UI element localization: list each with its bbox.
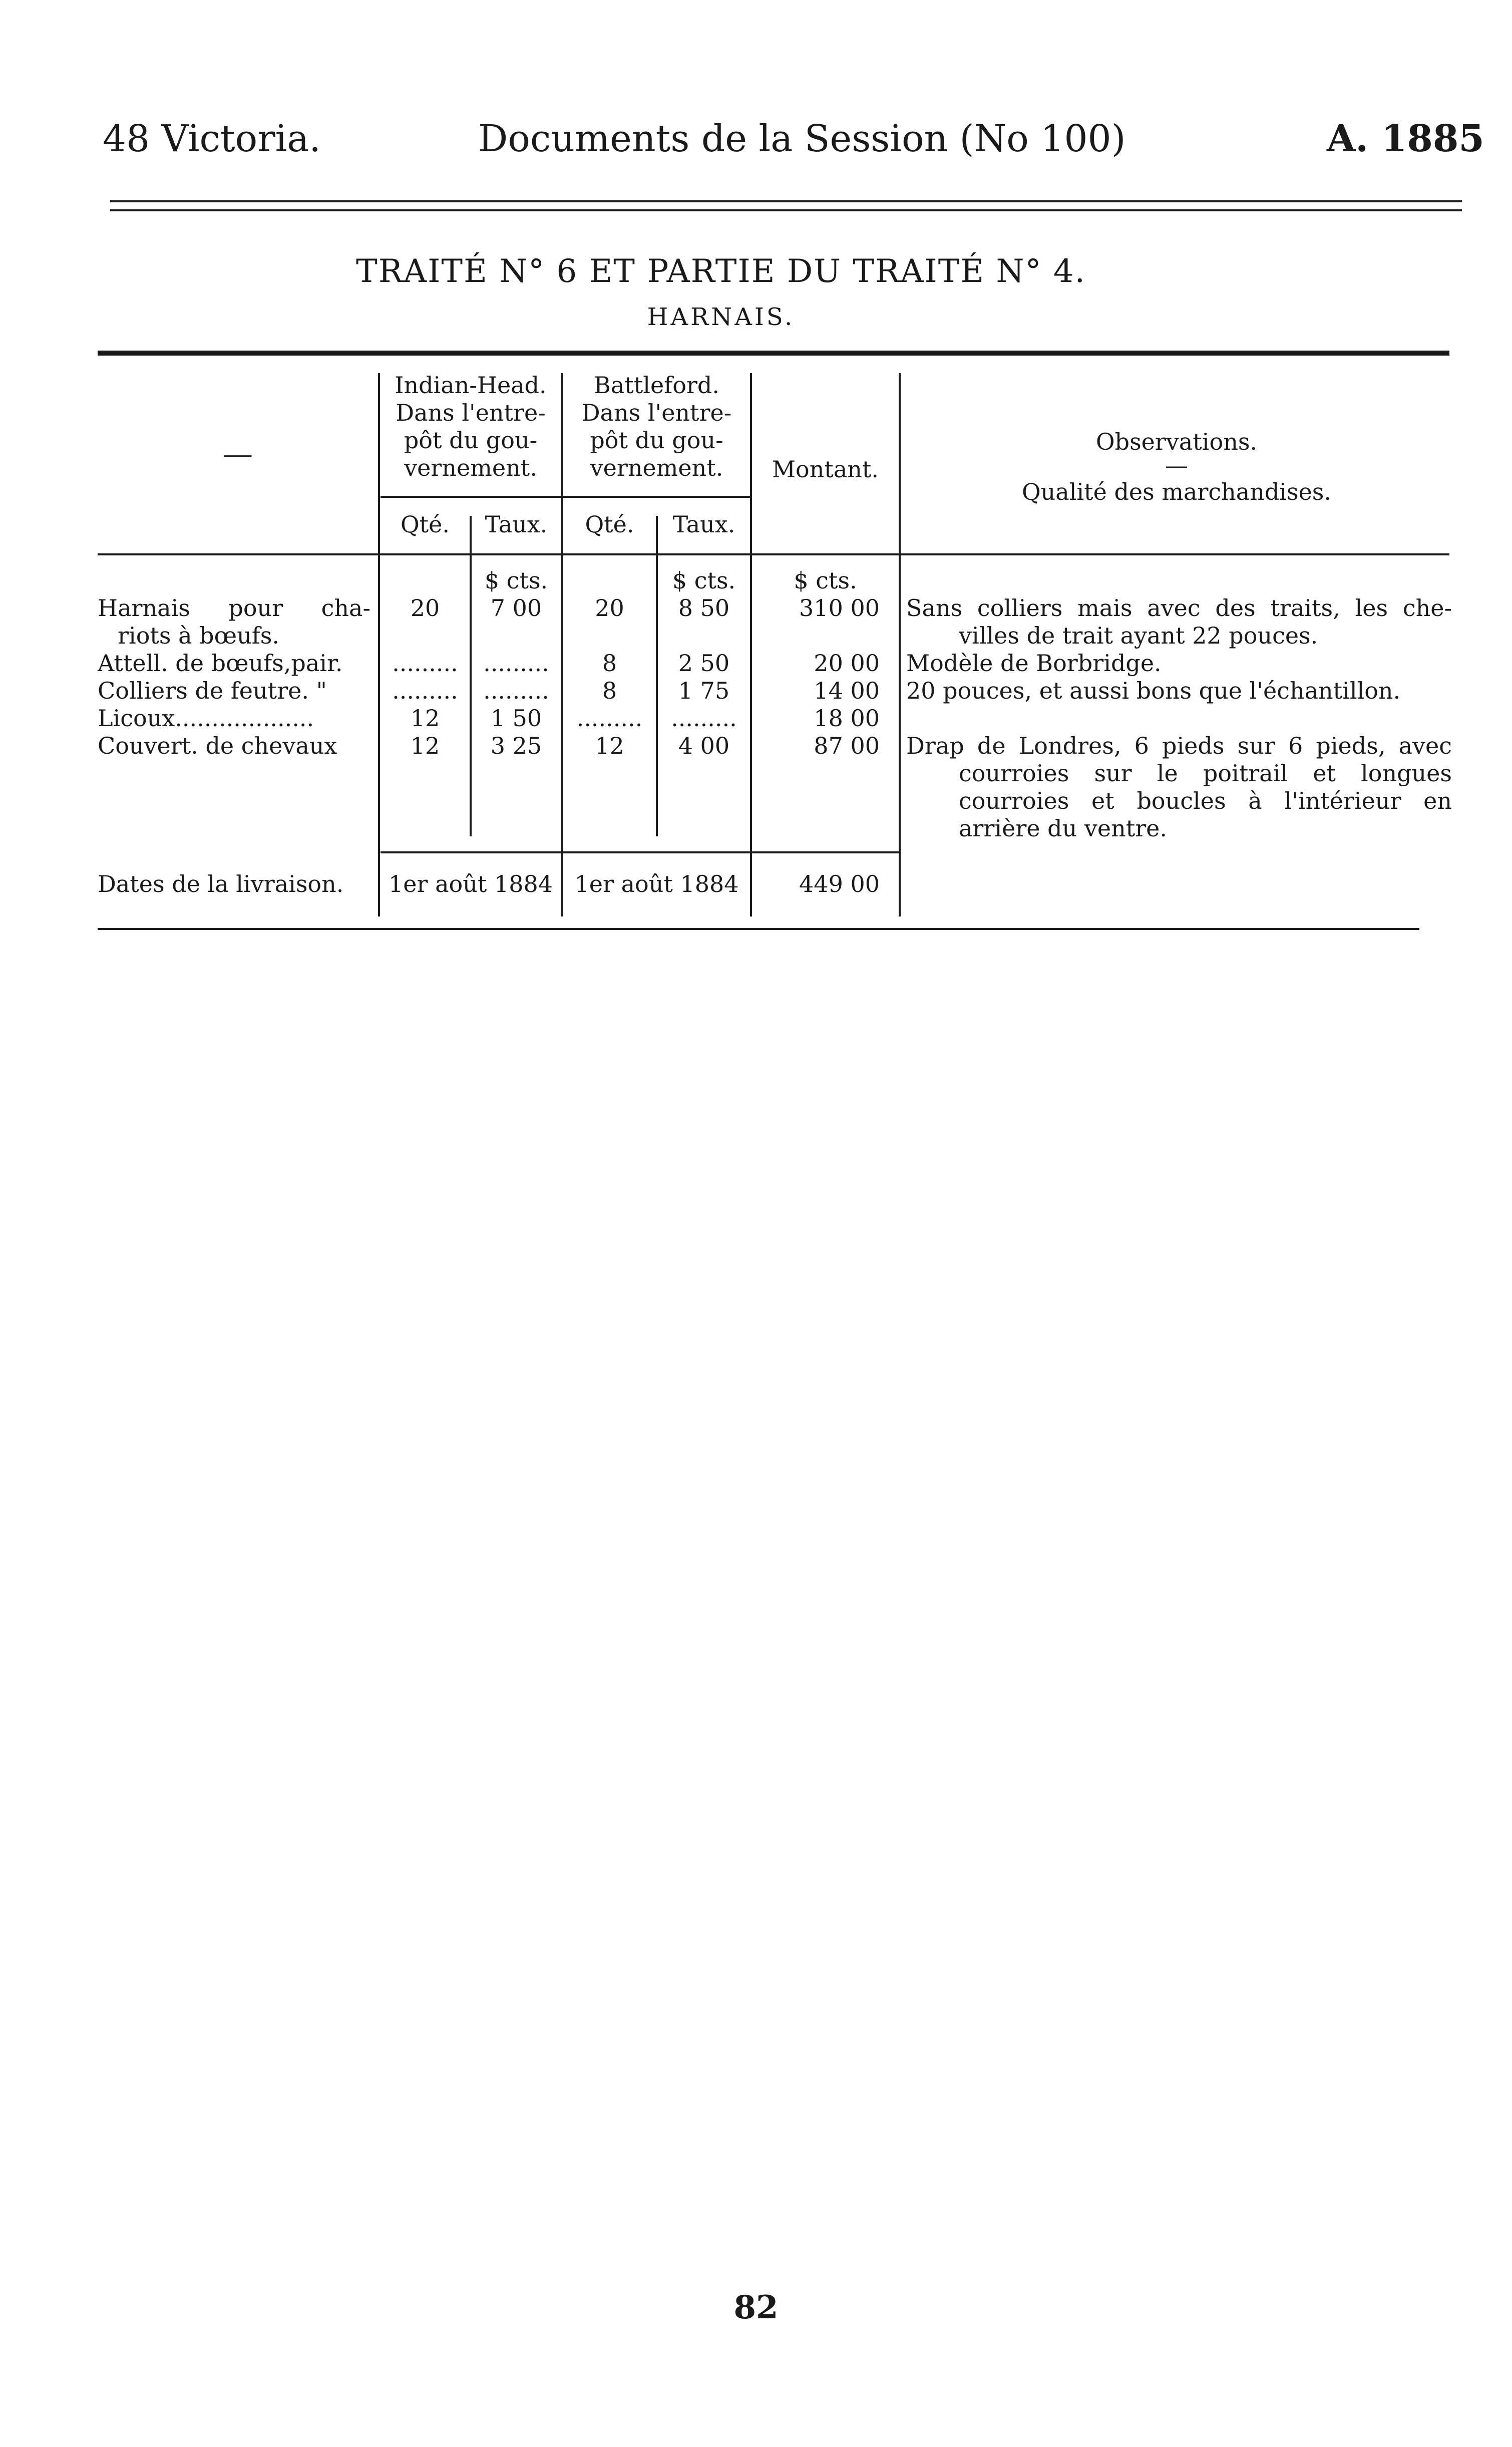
bf-taux: 2 50 (678, 650, 730, 677)
ih-taux: 7 00 (490, 594, 542, 622)
montant-unit: $ cts. (794, 567, 857, 594)
battleford-line2: Dans l'entre- (581, 399, 732, 426)
battleford-line3: pôt du gou- (590, 427, 723, 454)
bf-qte: 12 (595, 732, 624, 759)
item-label: Harnais pour cha- (98, 594, 370, 622)
header-left: 48 Victoria. (103, 117, 321, 160)
bf-qte: 20 (595, 594, 624, 622)
header-rule-bottom (110, 209, 1462, 211)
bf-taux: 8 50 (678, 594, 730, 622)
ih-taux: ......... (483, 650, 549, 677)
montant: 18 00 (814, 705, 880, 732)
montant: 14 00 (814, 677, 880, 704)
ih-qte: ......... (392, 650, 458, 677)
page-title: TRAITÉ N° 6 ET PARTIE DU TRAITÉ N° 4. (356, 253, 1086, 290)
item-label: Couvert. de chevaux (98, 732, 337, 759)
ih-taux: 1 50 (490, 705, 542, 732)
montant-header: Montant. (772, 456, 879, 483)
montant: 87 00 (814, 732, 880, 759)
total-rule (381, 851, 899, 853)
ih-qte: 12 (410, 705, 440, 732)
ih-unit: $ cts. (484, 567, 548, 594)
bf-delivery-date: 1er août 1884 (574, 870, 739, 897)
page-number: 82 (733, 2289, 779, 2326)
ih-taux: ......... (483, 677, 549, 704)
observation-cont: villes de trait ayant 22 pouces. (959, 622, 1318, 649)
ih-taux: 3 25 (490, 732, 542, 759)
observation: Drap de Londres, 6 pieds sur 6 pieds, avec (906, 732, 1452, 759)
bf-taux-header: Taux. (672, 511, 735, 538)
subheader-rule (563, 496, 750, 498)
header-center: Documents de la Session (No 100) (478, 117, 1126, 160)
ih-delivery-date: 1er août 1884 (388, 870, 553, 897)
indian-head-line3: pôt du gou- (404, 427, 538, 454)
page-subtitle: HARNAIS. (647, 303, 795, 331)
montant: 20 00 (814, 650, 880, 677)
bf-taux: ......... (671, 705, 737, 732)
table-bottom-rule (98, 928, 1419, 930)
ih-qte: 12 (410, 732, 440, 759)
bf-qte: ......... (576, 705, 643, 732)
observation-cont: courroies sur le poitrail et longues (959, 760, 1452, 787)
observations-header: Observations. (1095, 428, 1258, 455)
table-top-rule (98, 351, 1449, 356)
ih-qte: ......... (392, 677, 458, 704)
subheader-rule (381, 496, 561, 498)
observation: 20 pouces, et aussi bons que l'échantillon. (906, 677, 1401, 704)
header-right: A. 1885 (1327, 117, 1484, 160)
item-label: Licoux................... (98, 705, 314, 732)
ih-qte-header: Qté. (400, 511, 450, 538)
bf-qte: 8 (602, 650, 617, 677)
bf-unit: $ cts. (672, 567, 736, 594)
bf-qte: 8 (602, 677, 617, 704)
observations-dash: — (1165, 452, 1188, 479)
battleford-line4: vernement. (590, 454, 723, 481)
indian-head-line4: vernement. (404, 454, 537, 481)
indian-head-line1: Indian-Head. (395, 372, 547, 399)
bf-taux: 1 75 (678, 677, 730, 704)
col-divider (378, 373, 380, 916)
observation: Modèle de Borbridge. (906, 650, 1162, 677)
header-rule-top (110, 200, 1462, 202)
battleford-line1: Battleford. (594, 372, 719, 399)
observation: Sans colliers mais avec des traits, les che- (906, 594, 1452, 622)
qualite-header: Qualité des marchandises. (1021, 478, 1332, 505)
col-divider (899, 373, 901, 916)
ih-qte: 20 (410, 594, 440, 622)
col-divider (750, 373, 752, 916)
observation-cont: courroies et boucles à l'intérieur en (959, 787, 1452, 814)
montant-total: 449 00 (799, 870, 880, 897)
col-divider (561, 373, 563, 916)
item-label: Attell. de bœufs,pair. (98, 650, 343, 677)
ih-taux-header: Taux. (485, 511, 548, 538)
observation-cont: arrière du ventre. (959, 815, 1168, 842)
indian-head-line2: Dans l'entre- (396, 399, 546, 426)
header-bottom-rule (98, 553, 1449, 555)
delivery-dates-label: Dates de la livraison. (98, 870, 344, 897)
bf-qte-header: Qté. (585, 511, 634, 538)
item-label-cont: riots à bœufs. (118, 622, 279, 649)
bf-taux: 4 00 (678, 732, 730, 759)
montant: 310 00 (799, 594, 880, 622)
item-label: Colliers de feutre. " (98, 677, 327, 704)
stub-dash: — (223, 437, 253, 472)
